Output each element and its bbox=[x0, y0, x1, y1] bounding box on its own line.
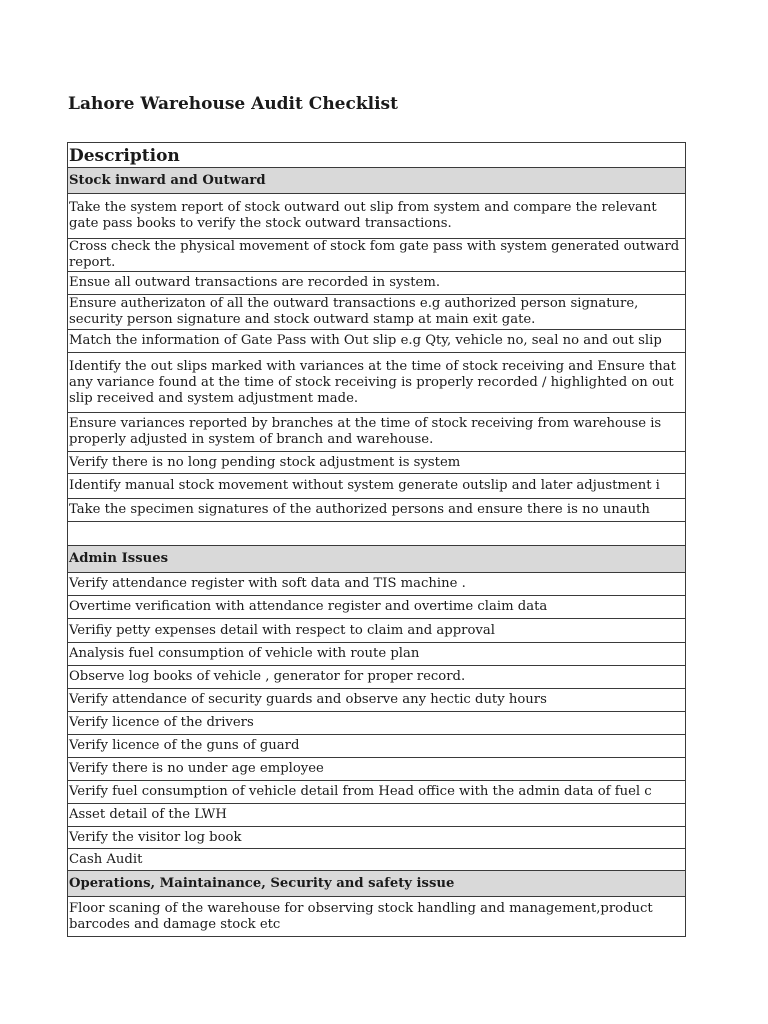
checklist-row bbox=[68, 239, 686, 272]
checklist-row bbox=[68, 758, 686, 781]
checklist-row bbox=[68, 353, 686, 413]
row-description: Cash Audit bbox=[68, 849, 686, 871]
checklist-row bbox=[68, 330, 686, 353]
checklist-row bbox=[68, 666, 686, 689]
page-title: Lahore Warehouse Audit Checklist bbox=[68, 94, 398, 114]
row-description: Floor scaning of the warehouse for observing stock handling and management,product barcodes and damage stock etc bbox=[68, 897, 686, 937]
row-description: Asset detail of the LWH bbox=[68, 804, 686, 827]
row-description: Verify attendance of security guards and observe any hectic duty hours bbox=[68, 689, 686, 712]
checklist-row bbox=[68, 474, 686, 499]
section-title: Operations, Maintainance, Security and safety issue bbox=[68, 871, 686, 897]
row-description: Overtime verification with attendance register and overtime claim data bbox=[68, 596, 686, 619]
row-description: Verify fuel consumption of vehicle detail from Head office with the admin data of fuel c bbox=[68, 781, 686, 804]
row-description: Verify the visitor log book bbox=[68, 827, 686, 849]
row-description: Verify there is no long pending stock adjustment is system bbox=[68, 452, 686, 474]
section-title: Stock inward and Outward bbox=[68, 168, 686, 194]
row-description: Observe log books of vehicle , generator for proper record. bbox=[68, 666, 686, 689]
checklist-row bbox=[68, 573, 686, 596]
checklist-row bbox=[68, 194, 686, 239]
checklist-row bbox=[68, 804, 686, 827]
row-description bbox=[68, 522, 686, 546]
row-description: Ensue all outward transactions are recorded in system. bbox=[68, 272, 686, 295]
section-header-row bbox=[68, 871, 686, 897]
row-description: Verify licence of the drivers bbox=[68, 712, 686, 735]
checklist-row bbox=[68, 413, 686, 452]
row-description: Identify manual stock movement without system generate outslip and later adjustment i bbox=[68, 474, 686, 499]
row-description: Take the specimen signatures of the authorized persons and ensure there is no unauth bbox=[68, 499, 686, 522]
section-header-row bbox=[68, 168, 686, 194]
row-description: Analysis fuel consumption of vehicle with route plan bbox=[68, 643, 686, 666]
row-description: Identify the out slips marked with variances at the time of stock receiving and Ensure that any variance found at the time of stock receiving is properly recorded / highlighted on out slip received and system adjustment made. bbox=[68, 353, 686, 413]
checklist-table bbox=[67, 142, 686, 937]
checklist-row bbox=[68, 897, 686, 937]
checklist-row bbox=[68, 295, 686, 330]
checklist-row bbox=[68, 781, 686, 804]
row-description: Ensure variances reported by branches at the time of stock receiving from warehouse is properly adjusted in system of branch and warehouse. bbox=[68, 413, 686, 452]
checklist-row bbox=[68, 643, 686, 666]
row-description: Verify there is no under age employee bbox=[68, 758, 686, 781]
row-description: Verify attendance register with soft data and TIS machine . bbox=[68, 573, 686, 596]
row-description: Take the system report of stock outward out slip from system and compare the relevant gate pass books to verify the stock outward transactions. bbox=[68, 194, 686, 239]
checklist-row bbox=[68, 619, 686, 643]
row-description: Verifiy petty expenses detail with respect to claim and approval bbox=[68, 619, 686, 643]
checklist-row bbox=[68, 827, 686, 849]
checklist-row bbox=[68, 499, 686, 522]
column-header-row bbox=[68, 143, 686, 168]
row-description: Verify licence of the guns of guard bbox=[68, 735, 686, 758]
checklist-row bbox=[68, 735, 686, 758]
checklist-row bbox=[68, 452, 686, 474]
column-header-description: Description bbox=[68, 143, 686, 168]
checklist-row bbox=[68, 849, 686, 871]
checklist-row bbox=[68, 712, 686, 735]
blank-row bbox=[68, 522, 686, 546]
row-description: Ensure autherizaton of all the outward transactions e.g authorized person signature, security person signature and stock outward stamp at main exit gate. bbox=[68, 295, 686, 330]
row-description: Match the information of Gate Pass with Out slip e.g Qty, vehicle no, seal no and out slip bbox=[68, 330, 686, 353]
section-title: Admin Issues bbox=[68, 546, 686, 573]
row-description: Cross check the physical movement of stock fom gate pass with system generated outward report. bbox=[68, 239, 686, 272]
section-header-row bbox=[68, 546, 686, 573]
checklist-row bbox=[68, 689, 686, 712]
checklist-row bbox=[68, 596, 686, 619]
checklist-row bbox=[68, 272, 686, 295]
